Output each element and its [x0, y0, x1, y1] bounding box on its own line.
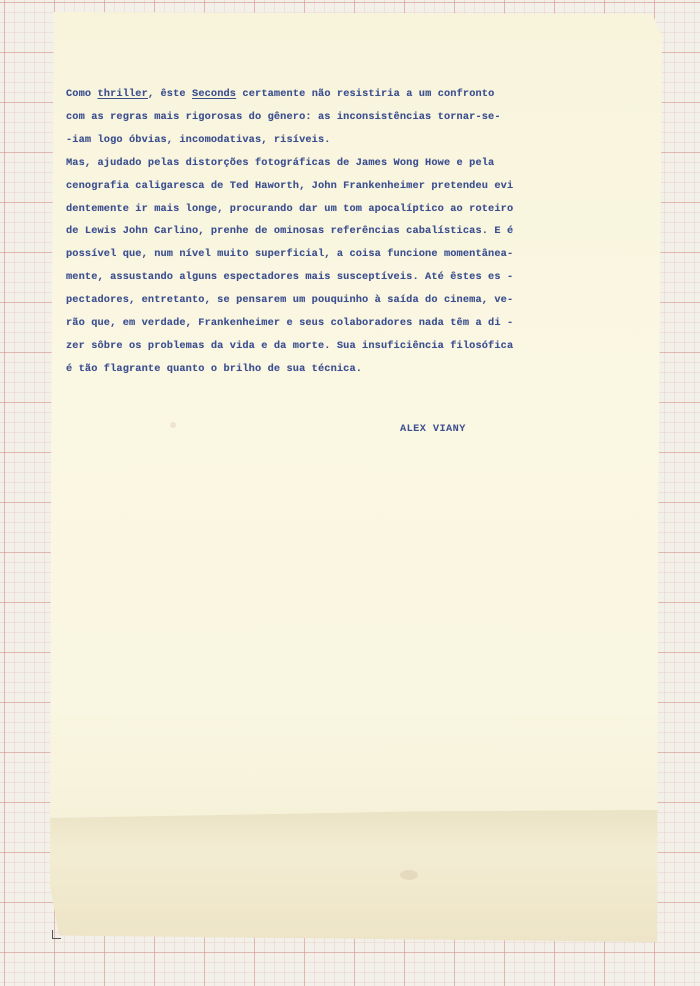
text-line-5: cenografia caligaresca de Ted Haworth, John Frankenheimer pretendeu evi [66, 179, 514, 192]
text-line-4: Mas, ajudado pelas distorções fotográficas de James Wong Howe e pela [66, 156, 495, 169]
paper-stain [400, 870, 418, 880]
text-line-9: mente, assustando alguns espectadores mais susceptíveis. Até êstes es - [66, 271, 514, 284]
typed-text-body [66, 83, 576, 381]
text-line-1: Como thriller, êste Seconds certamente não resistiria a um confronto [66, 88, 495, 100]
text-line-10: pectadores, entretanto, se pensarem um pouquinho à saída do cinema, ve- [66, 294, 514, 307]
text-line-3: -iam logo óbvias, incomodativas, risíveis. [66, 133, 331, 146]
underlined-word-thriller: thriller [97, 88, 148, 100]
underlined-word-seconds: Seconds [192, 88, 237, 100]
text-line-13: é tão flagrante quanto o brilho de sua técnica. [66, 362, 363, 375]
paper-fold-crease [50, 810, 662, 942]
text-line-6: dentemente ir mais longe, procurando dar um tom apocalíptico ao roteiro [66, 202, 514, 215]
text-line-2: com as regras mais rigorosas do gênero: as inconsistências tornar-se- [66, 110, 501, 123]
text-line-8: possível que, num nível muito superficial, a coisa funcione momentânea- [66, 248, 514, 261]
author-signature: ALEX VIANY [400, 423, 466, 435]
text-line-12: zer sôbre os problemas da vida e da morte. Sua insuficiência filosófica [66, 339, 514, 352]
paper-stain [170, 422, 176, 428]
text-line-7: de Lewis John Carlino, prenhe de ominosas referências cabalísticas. E é [66, 225, 514, 238]
text-line-11: rão que, em verdade, Frankenheimer e seus colaboradores nada têm a di - [66, 317, 514, 330]
corner-mark [52, 930, 61, 939]
